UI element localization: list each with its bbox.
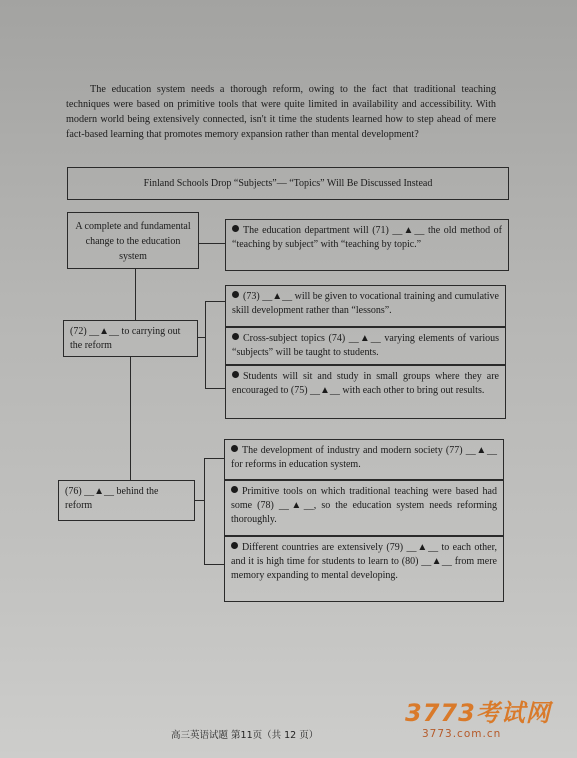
- watermark-url: 3773.com.cn: [422, 728, 502, 740]
- left-box-reasons: (76) __▲__ behind the reform: [58, 480, 195, 521]
- right-box-75: [225, 365, 506, 419]
- right-box-71: [225, 219, 509, 271]
- right-box-74: [225, 327, 506, 365]
- watermark-logo: 3773考试网: [405, 699, 551, 727]
- bullet-dot: [232, 333, 239, 340]
- connector-line: [135, 269, 136, 320]
- statement-73: (73) __▲__ will be given to vocational training and cumulative skill development rather than “lessons”.: [232, 291, 499, 316]
- connector-line: [205, 301, 225, 302]
- right-box-77: [224, 439, 504, 480]
- bullet-dot: [232, 291, 239, 298]
- intro-paragraph: The education system needs a thorough reform, owing to the fact that traditional teaching techniques were based on primitive tools that were quite limited in availability and accessibility. With modern world being extensively connected, isn't it time the students learned how to step ahead of mere fact-based learning that promotes memory expansion rather than mental development?: [66, 84, 496, 141]
- right-box-79: [224, 536, 504, 602]
- connector-line: [204, 458, 205, 564]
- connector-line: [204, 458, 224, 459]
- bullet-dot: [231, 486, 238, 493]
- page-footer: 高三英语试题 第11页（共 12 页）: [171, 730, 319, 741]
- left-box-measures: (72) __▲__ to carrying out the reform: [63, 320, 198, 357]
- connector-line: [204, 564, 224, 565]
- statement-74: Cross-subject topics (74) __▲__ varying elements of various “subjects” will be taught to students.: [232, 333, 499, 358]
- bullet-dot: [232, 225, 239, 232]
- left-box-change: A complete and fundamental change to the education system: [67, 212, 199, 269]
- right-box-78: [224, 480, 504, 536]
- chart-title: Finland Schools Drop “Subjects”— “Topics” Will Be Discussed Instead: [67, 167, 509, 200]
- right-box-73: [225, 285, 506, 327]
- connector-line: [199, 243, 226, 244]
- connector-line: [205, 388, 225, 389]
- connector-line: [205, 301, 206, 388]
- connector-line: [130, 357, 131, 480]
- connector-line: [195, 500, 204, 501]
- connector-line: [198, 337, 205, 338]
- bullet-dot: [231, 542, 238, 549]
- bullet-dot: [231, 445, 238, 452]
- statement-75: Students will sit and study in small groups where they are encouraged to (75) __▲__ with each other to bring out results.: [232, 371, 499, 396]
- statement-79: Different countries are extensively (79) __▲__ to each other, and it is high time for students to learn to (80) __▲__ from mere memory expanding to mental developing.: [231, 542, 497, 581]
- statement-77: The development of industry and modern society (77) __▲__ for reforms in education system.: [231, 445, 497, 470]
- statement-78: Primitive tools on which traditional teaching were based had some (78) __▲__, so the education system needs reforming thoroughly.: [231, 486, 497, 525]
- statement-71: The education department will (71) __▲__ the old method of “teaching by subject” with “teaching by topic.”: [232, 225, 502, 250]
- bullet-dot: [232, 371, 239, 378]
